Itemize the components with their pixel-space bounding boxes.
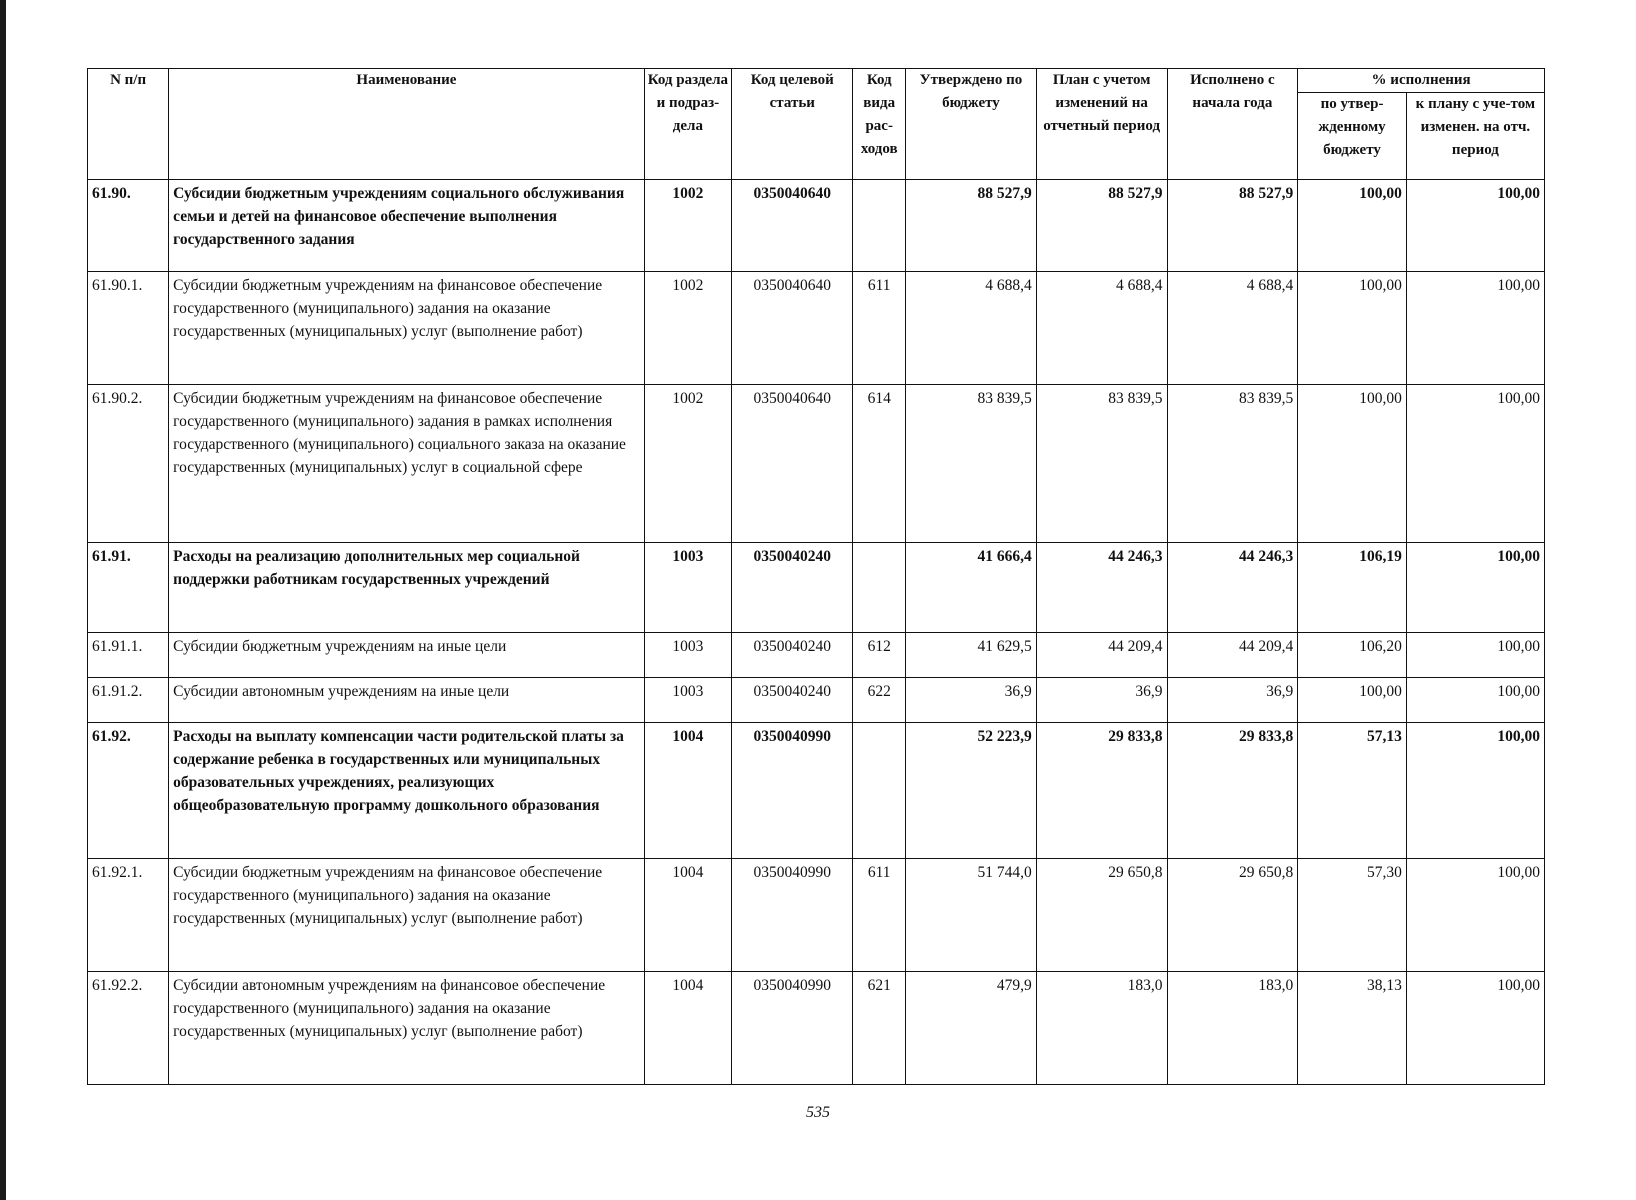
cell-pct-budget: 57,30 [1298, 859, 1407, 972]
cell-plan: 29 650,8 [1036, 859, 1167, 972]
cell-plan: 83 839,5 [1036, 385, 1167, 543]
cell-npp: 61.90. [88, 180, 169, 272]
cell-pct-budget: 100,00 [1298, 272, 1407, 385]
header-name: Наименование [169, 69, 644, 180]
cell-name: Субсидии бюджетным учреждениям на иные цели [169, 633, 644, 678]
cell-pct-budget: 106,20 [1298, 633, 1407, 678]
table-row [88, 180, 1545, 272]
cell-section-code: 1004 [644, 859, 732, 972]
cell-executed: 36,9 [1167, 678, 1298, 723]
cell-pct-budget: 106,19 [1298, 543, 1407, 633]
cell-name: Субсидии бюджетным учреждениям на финансовое обеспечение государственного (муниципального) задания на оказание государственных (муниципальных) услуг (выполнение работ) [169, 859, 644, 972]
header-expense-code: Код вида рас-ходов [853, 69, 906, 180]
cell-target-code: 0350040240 [732, 543, 853, 633]
cell-npp: 61.91.1. [88, 633, 169, 678]
cell-expense-code [853, 543, 906, 633]
cell-approved: 88 527,9 [906, 180, 1037, 272]
table-header [88, 69, 1545, 180]
cell-executed: 29 833,8 [1167, 723, 1298, 859]
cell-pct-budget: 100,00 [1298, 678, 1407, 723]
cell-executed: 88 527,9 [1167, 180, 1298, 272]
cell-pct-budget: 100,00 [1298, 385, 1407, 543]
cell-executed: 183,0 [1167, 972, 1298, 1085]
table-row [88, 723, 1545, 859]
cell-plan: 44 209,4 [1036, 633, 1167, 678]
header-approved: Утверждено по бюджету [906, 69, 1037, 180]
cell-name: Расходы на выплату компенсации части родительской платы за содержание ребенка в государственных или муниципальных образовательных учреждениях, реализующих общеобразовательную программу дошкольного образования [169, 723, 644, 859]
cell-pct-plan: 100,00 [1406, 678, 1544, 723]
cell-plan: 88 527,9 [1036, 180, 1167, 272]
cell-plan: 29 833,8 [1036, 723, 1167, 859]
budget-table [87, 68, 1545, 1085]
cell-expense-code: 621 [853, 972, 906, 1085]
cell-pct-plan: 100,00 [1406, 272, 1544, 385]
cell-npp: 61.92. [88, 723, 169, 859]
page-number: 535 [806, 1104, 830, 1121]
cell-target-code: 0350040640 [732, 272, 853, 385]
cell-executed: 44 209,4 [1167, 633, 1298, 678]
cell-npp: 61.90.2. [88, 385, 169, 543]
cell-name: Субсидии автономным учреждениям на финансовое обеспечение государственного (муниципального) задания на оказание государственных (муниципальных) услуг (выполнение работ) [169, 972, 644, 1085]
cell-pct-plan: 100,00 [1406, 859, 1544, 972]
cell-target-code: 0350040990 [732, 859, 853, 972]
cell-expense-code: 611 [853, 859, 906, 972]
cell-executed: 29 650,8 [1167, 859, 1298, 972]
cell-section-code: 1004 [644, 723, 732, 859]
cell-approved: 479,9 [906, 972, 1037, 1085]
cell-pct-plan: 100,00 [1406, 723, 1544, 859]
header-executed: Исполнено с начала года [1167, 69, 1298, 180]
cell-section-code: 1002 [644, 385, 732, 543]
cell-approved: 36,9 [906, 678, 1037, 723]
header-section-code: Код раздела и подраз-дела [644, 69, 732, 180]
cell-npp: 61.90.1. [88, 272, 169, 385]
cell-expense-code: 611 [853, 272, 906, 385]
table-row [88, 859, 1545, 972]
cell-name: Субсидии бюджетным учреждениям социального обслуживания семьи и детей на финансовое обеспечение выполнения государственного задания [169, 180, 644, 272]
cell-section-code: 1003 [644, 678, 732, 723]
cell-section-code: 1003 [644, 633, 732, 678]
table-row [88, 543, 1545, 633]
header-pct-group: % исполнения [1298, 69, 1545, 93]
cell-plan: 4 688,4 [1036, 272, 1167, 385]
header-pct-plan: к плану с уче-том изменен. на отч. период [1406, 93, 1544, 180]
cell-executed: 4 688,4 [1167, 272, 1298, 385]
cell-plan: 36,9 [1036, 678, 1167, 723]
cell-expense-code: 614 [853, 385, 906, 543]
table-body [88, 180, 1545, 1085]
cell-approved: 41 666,4 [906, 543, 1037, 633]
cell-name: Субсидии бюджетным учреждениям на финансовое обеспечение государственного (муниципального) задания в рамках исполнения государственного (муниципального) социального заказа на оказание государственных (муниципальных) услуг в социальной сфере [169, 385, 644, 543]
cell-section-code: 1002 [644, 180, 732, 272]
cell-pct-plan: 100,00 [1406, 972, 1544, 1085]
cell-pct-plan: 100,00 [1406, 180, 1544, 272]
cell-target-code: 0350040990 [732, 723, 853, 859]
cell-expense-code [853, 180, 906, 272]
table-row [88, 972, 1545, 1085]
cell-target-code: 0350040640 [732, 385, 853, 543]
table-row [88, 272, 1545, 385]
cell-name: Расходы на реализацию дополнительных мер социальной поддержки работникам государственных учреждений [169, 543, 644, 633]
cell-approved: 51 744,0 [906, 859, 1037, 972]
cell-target-code: 0350040240 [732, 678, 853, 723]
cell-name: Субсидии бюджетным учреждениям на финансовое обеспечение государственного (муниципального) задания на оказание государственных (муниципальных) услуг (выполнение работ) [169, 272, 644, 385]
header-target-code: Код целевой статьи [732, 69, 853, 180]
header-npp: N п/п [88, 69, 169, 180]
cell-npp: 61.92.2. [88, 972, 169, 1085]
cell-section-code: 1002 [644, 272, 732, 385]
cell-expense-code [853, 723, 906, 859]
cell-pct-plan: 100,00 [1406, 543, 1544, 633]
cell-npp: 61.91. [88, 543, 169, 633]
table-row [88, 385, 1545, 543]
table-row [88, 678, 1545, 723]
header-plan: План с учетом изменений на отчетный период [1036, 69, 1167, 180]
cell-approved: 41 629,5 [906, 633, 1037, 678]
cell-approved: 83 839,5 [906, 385, 1037, 543]
cell-npp: 61.92.1. [88, 859, 169, 972]
cell-pct-budget: 57,13 [1298, 723, 1407, 859]
cell-name: Субсидии автономным учреждениям на иные цели [169, 678, 644, 723]
cell-pct-plan: 100,00 [1406, 385, 1544, 543]
cell-approved: 52 223,9 [906, 723, 1037, 859]
cell-pct-budget: 38,13 [1298, 972, 1407, 1085]
cell-plan: 44 246,3 [1036, 543, 1167, 633]
document-page [87, 68, 1545, 1085]
cell-pct-budget: 100,00 [1298, 180, 1407, 272]
cell-target-code: 0350040640 [732, 180, 853, 272]
cell-target-code: 0350040990 [732, 972, 853, 1085]
table-row [88, 633, 1545, 678]
cell-executed: 44 246,3 [1167, 543, 1298, 633]
cell-section-code: 1004 [644, 972, 732, 1085]
cell-executed: 83 839,5 [1167, 385, 1298, 543]
cell-target-code: 0350040240 [732, 633, 853, 678]
cell-plan: 183,0 [1036, 972, 1167, 1085]
cell-expense-code: 622 [853, 678, 906, 723]
cell-section-code: 1003 [644, 543, 732, 633]
header-pct-budget: по утвер-жденному бюджету [1298, 93, 1407, 180]
scan-edge-bar [0, 0, 6, 1200]
cell-expense-code: 612 [853, 633, 906, 678]
cell-npp: 61.91.2. [88, 678, 169, 723]
cell-approved: 4 688,4 [906, 272, 1037, 385]
cell-pct-plan: 100,00 [1406, 633, 1544, 678]
